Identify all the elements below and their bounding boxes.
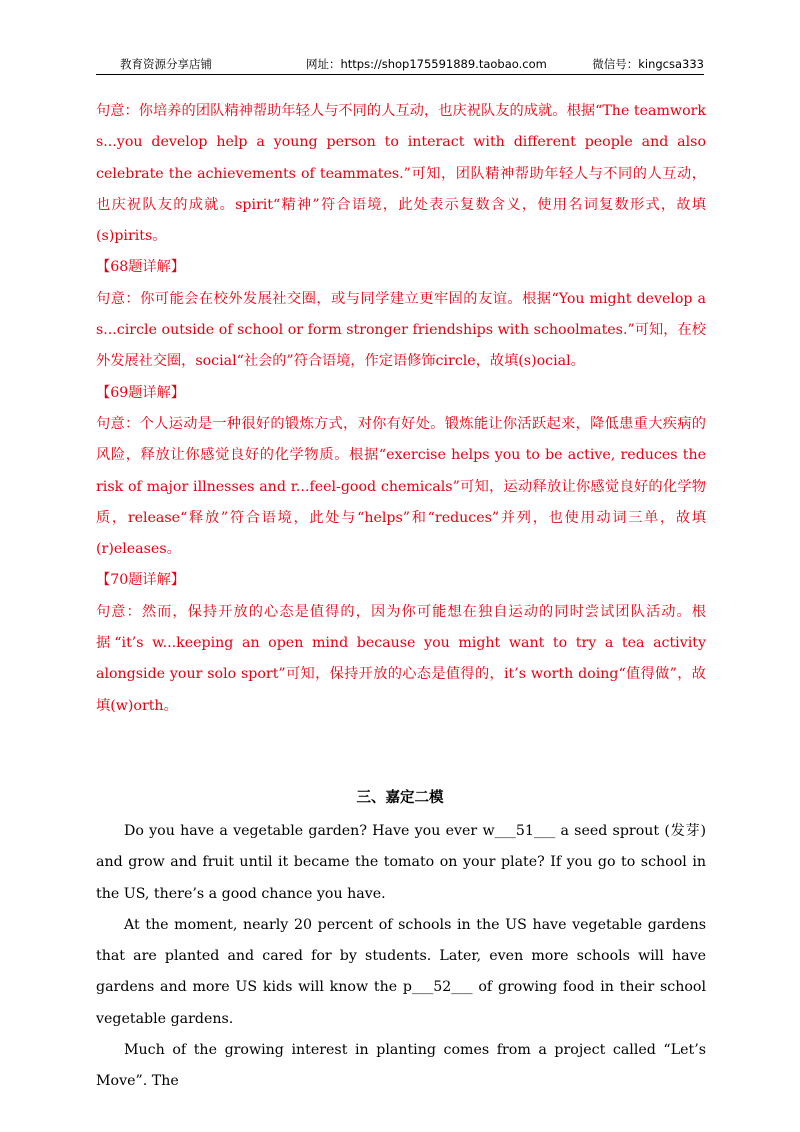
header-shop-name: 教育资源分享店铺 — [120, 57, 212, 71]
explanation-text: 句意：你可能会在校外发展社交圈，或与同学建立更牢固的友谊。根据“You might develop a s...circle outside of school or form stronger friendships with schoolmates.”可知，在校外发展社交圈，social“社会的”符合语境，作定语修饰circle，故填(s)ocial。 — [96, 290, 706, 370]
explanation-68-heading: 【68题详解】 — [96, 259, 185, 276]
explanation-text: 句意：个人运动是一种很好的锻炼方式，对你有好处。锻炼能让你活跃起来，降低患重大疾病的风险，释放让你感觉良好的化学物质。根据“exercise helps you to be active, reduces the risk of major illnesses and r...feel-good chemicals”可知，运动释放让你感觉良好的化学物质，release“释放”符合语境，此处与“helps”和“reduces”并列，也使用动词三单，故填(r)eleases。 — [96, 415, 706, 558]
explanation-text: 句意：你培养的团队精神帮助年轻人与不同的人互动，也庆祝队友的成就。根据“The teamwork s...you develop help a young person to interact with different people and also celebrate the achievements of teammates.”可知，团队精神帮助年轻人与不同的人互动，也庆祝队友的成就。spirit“精神”符合语境，此处表示复数含义，使用名词复数形式，故填(s)pirits。 — [96, 103, 706, 245]
passage-paragraph: Do you have a vegetable garden? Have you ever w___51___ a seed sprout (发芽) and grow and fruit until it became the tomato on your plate? If you go to school in the US, there’s a good chance you have. — [96, 823, 706, 902]
explanation-69 — [96, 409, 706, 565]
explanation-text: 句意：然而，保持开放的心态是值得的，因为你可能想在独自运动的同时尝试团队活动。根据“it’s w...keeping an open mind because you might want to try a tea activity alongside your solo sport”可知，保持开放的心态是值得的，it’s worth doing“值得做”，故填(w)orth。 — [96, 603, 706, 714]
header-wechat: 微信号：kingcsa333 — [592, 57, 704, 71]
explanation-67-tail — [96, 96, 706, 252]
explanation-68 — [96, 284, 706, 378]
reading-passage — [96, 816, 706, 1098]
section-title: 三、嘉定二模 — [356, 790, 444, 806]
header-url: 网址：https://shop175591889.taobao.com — [306, 57, 547, 71]
page-header — [96, 56, 704, 75]
passage-paragraph: At the moment, nearly 20 percent of schools in the US have vegetable gardens that are planted and cared for by students. Later, even more schools will have gardens and more US kids will know the p___52___ of growing food in their school vegetable gardens. — [96, 916, 706, 1027]
explanation-70-heading: 【70题详解】 — [96, 572, 185, 589]
explanation-69-heading: 【69题详解】 — [96, 384, 185, 401]
answer-explanations — [96, 96, 706, 722]
passage-paragraph: Much of the growing interest in planting comes from a project called “Let’s Move”. The — [96, 1042, 706, 1090]
explanation-70 — [96, 597, 706, 722]
